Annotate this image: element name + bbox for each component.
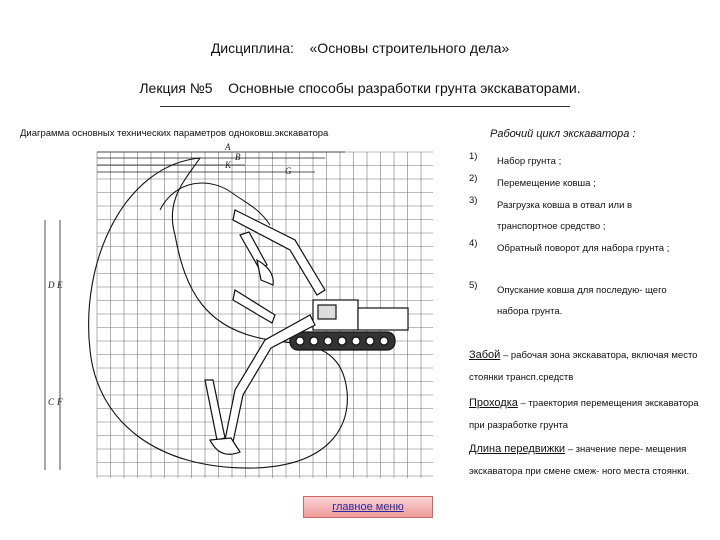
step-number: 2) [469,173,478,184]
dim-label-k: K [225,160,232,170]
step-number: 4) [469,238,478,249]
diagram-caption: Диаграмма основных технических параметров одноковш.экскаватора [20,128,329,139]
discipline-line [0,40,720,56]
definition-text: – рабочая зона экскаватора, включая место стоянки трансп.средств [469,350,698,383]
definition-shift-length [469,438,709,483]
work-cycle-title: Рабочий цикл экскаватора : [490,128,636,140]
definition-face [469,344,709,389]
dim-label-c: C [48,397,55,407]
dim-label-f: F [57,397,63,407]
definition-term: Забой [469,349,501,361]
lecture-title: Основные способы разработки грунта экскаваторами. [228,80,581,96]
discipline-name: «Основы строительного дела» [309,40,510,56]
step-text: Обратный поворот для набора грунта ; [497,243,670,254]
discipline-label: Дисциплина: [210,40,294,56]
step-text: Набор грунта ; [497,156,562,167]
lecture-label: Лекция №5 [139,80,213,96]
dim-label-a: A [225,142,231,152]
definition-term: Проходка [469,397,518,409]
step-text: Опускание ковша для последую- щего набора грунта. [497,285,667,317]
step-number: 1) [469,151,478,162]
step-number: 3) [469,195,478,206]
dim-label-e: E [57,280,63,290]
definition-text: – значение пере- мещения экскаватора при смене смеж- ного места стоянки. [469,444,690,477]
excavator-lower-position [205,290,315,454]
excavator-parameters-diagram [35,140,435,480]
definition-text: – траектория перемещения экскаватора при разработке грунта [469,398,699,431]
excavator-upper-position [233,210,325,295]
main-menu-button[interactable]: главное меню [303,496,433,518]
step-text: Разгрузка ковша в отвал или в транспортное средство ; [497,200,633,232]
title-underline [160,106,570,107]
step-text: Перемещение ковша ; [497,178,596,189]
dim-label-d: D [48,280,55,290]
dim-label-g: G [285,166,292,176]
definition-pass [469,392,709,437]
step-number: 5) [469,280,478,291]
definition-term: Длина передвижки [469,443,566,455]
dim-label-b: B [235,152,241,162]
lecture-line [0,80,720,96]
